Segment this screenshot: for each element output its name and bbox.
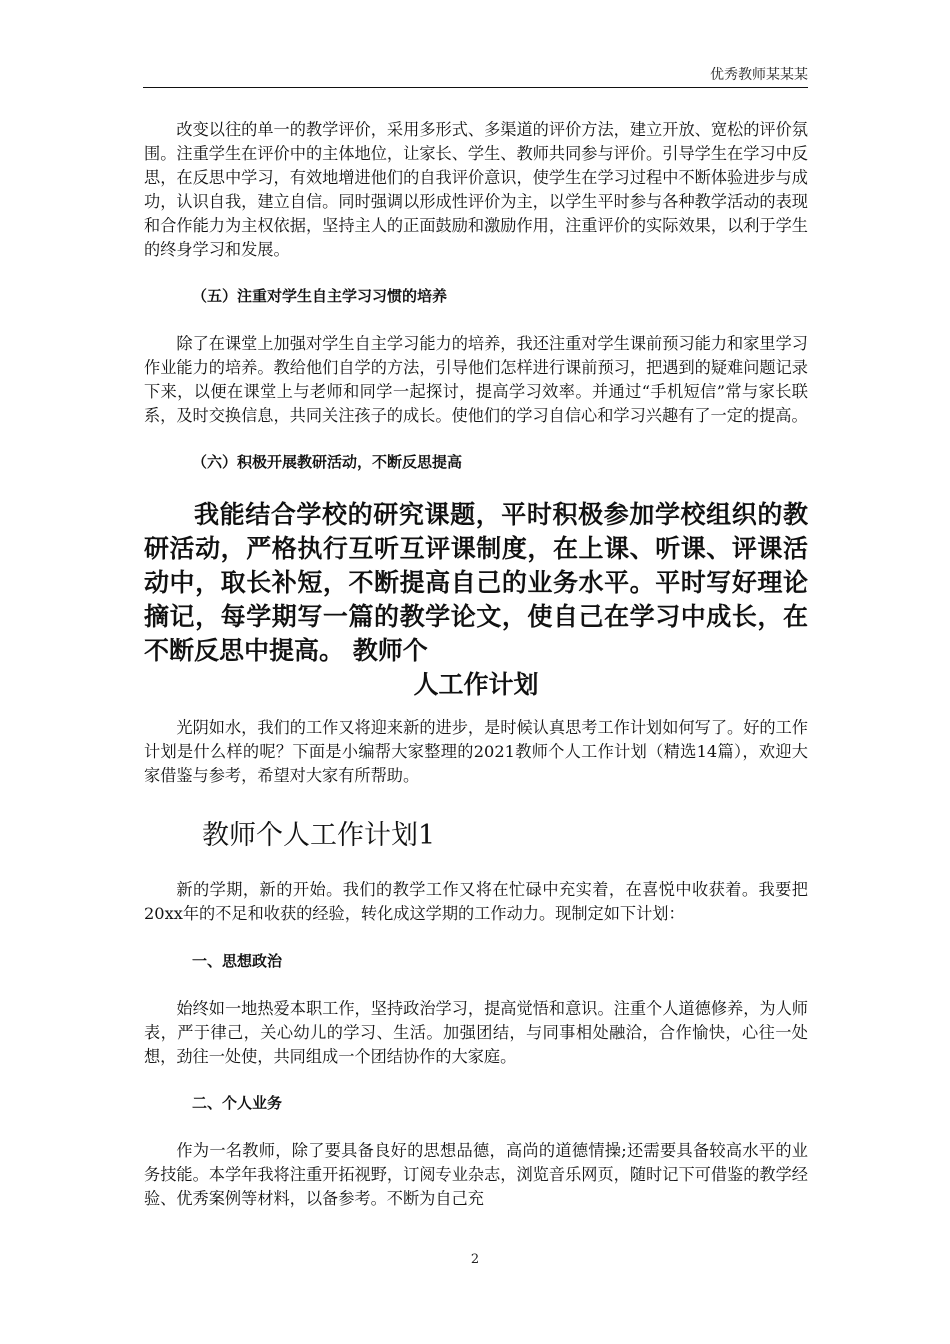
page-content: [144, 118, 808, 1211]
heading-politics: 一、思想政治: [192, 952, 283, 970]
paragraph-research-large-tail: 人工作计划: [413, 670, 539, 699]
paragraph-intro: 光阴如水，我们的工作又将迎来新的进步，是时候认真思考工作计划如何写了。好的工作计划是什么样的呢？下面是小编帮大家整理的2021教师个人工作计划（精选14篇），欢迎大家借鉴与参考，希望对大家有所帮助。: [144, 718, 808, 785]
paragraph-business: 作为一名教师，除了要具备良好的思想品德，高尚的道德情操;还需要具备较高水平的业务技能。本学年我将注重开拓视野，订阅专业杂志，浏览音乐网页，随时记下可借鉴的教学经验、优秀案例等材料，以备参考。不断为自己充: [144, 1141, 808, 1208]
paragraph-politics: 始终如一地热爱本职工作，坚持政治学习，提高觉悟和意识。注重个人道德修养，为人师表，严于律己，关心幼儿的学习、生活。加强团结，与同事相处融洽，合作愉快，心往一处想，劲往一处使，共同组成一个团结协作的大家庭。: [144, 999, 808, 1066]
heading-plan-1: 教师个人工作计划1: [202, 820, 436, 851]
paragraph-evaluation: 改变以往的单一的教学评价，采用多形式、多渠道的评价方法，建立开放、宽松的评价氛围。注重学生在评价中的主体地位，让家长、学生、教师共同参与评价。引导学生在学习中反思，在反思中学习，有效地增进他们的自我评价意识，使学生在学习过程中不断体验进步与成功，认识自我，建立自信。同时强调以形成性评价为主，以学生平时参与各种教学活动的表现和合作能力为主权依据，坚持主人的正面鼓励和激励作用，注重评价的实际效果，以利于学生的终身学习和发展。: [144, 120, 808, 259]
heading-business: 二、个人业务: [192, 1094, 283, 1112]
header-rule: [143, 87, 808, 88]
paragraph-new-semester: 新的学期，新的开始。我们的教学工作又将在忙碌中充实着，在喜悦中收获着。我要把20xx年的不足和收获的经验，转化成这学期的工作动力。现制定如下计划：: [144, 880, 808, 923]
heading-section-6: （六）积极开展教研活动，不断反思提高: [192, 453, 463, 471]
running-header: 优秀教师某某某: [710, 67, 808, 83]
heading-section-5: （五）注重对学生自主学习习惯的培养: [192, 287, 448, 305]
paragraph-research-large: 我能结合学校的研究课题，平时积极参加学校组织的教研活动，严格执行互听互评课制度，在上课、听课、评课活动中，取长补短，不断提高自己的业务水平。平时写好理论摘记，每学期写一篇的教学论文，使自己在学习中成长，在不断反思中提高。 教师个: [144, 500, 808, 665]
paragraph-self-study: 除了在课堂上加强对学生自主学习能力的培养，我还注重对学生课前预习能力和家里学习作业能力的培养。教给他们自学的方法，引导他们怎样进行课前预习，把遇到的疑难问题记录下来，以便在课堂上与老师和同学一起探讨，提高学习效率。并通过“手机短信”常与家长联系，及时交换信息，共同关注孩子的成长。使他们的学习自信心和学习兴趣有了一定的提高。: [144, 334, 808, 425]
page-number: 2: [470, 1252, 480, 1267]
